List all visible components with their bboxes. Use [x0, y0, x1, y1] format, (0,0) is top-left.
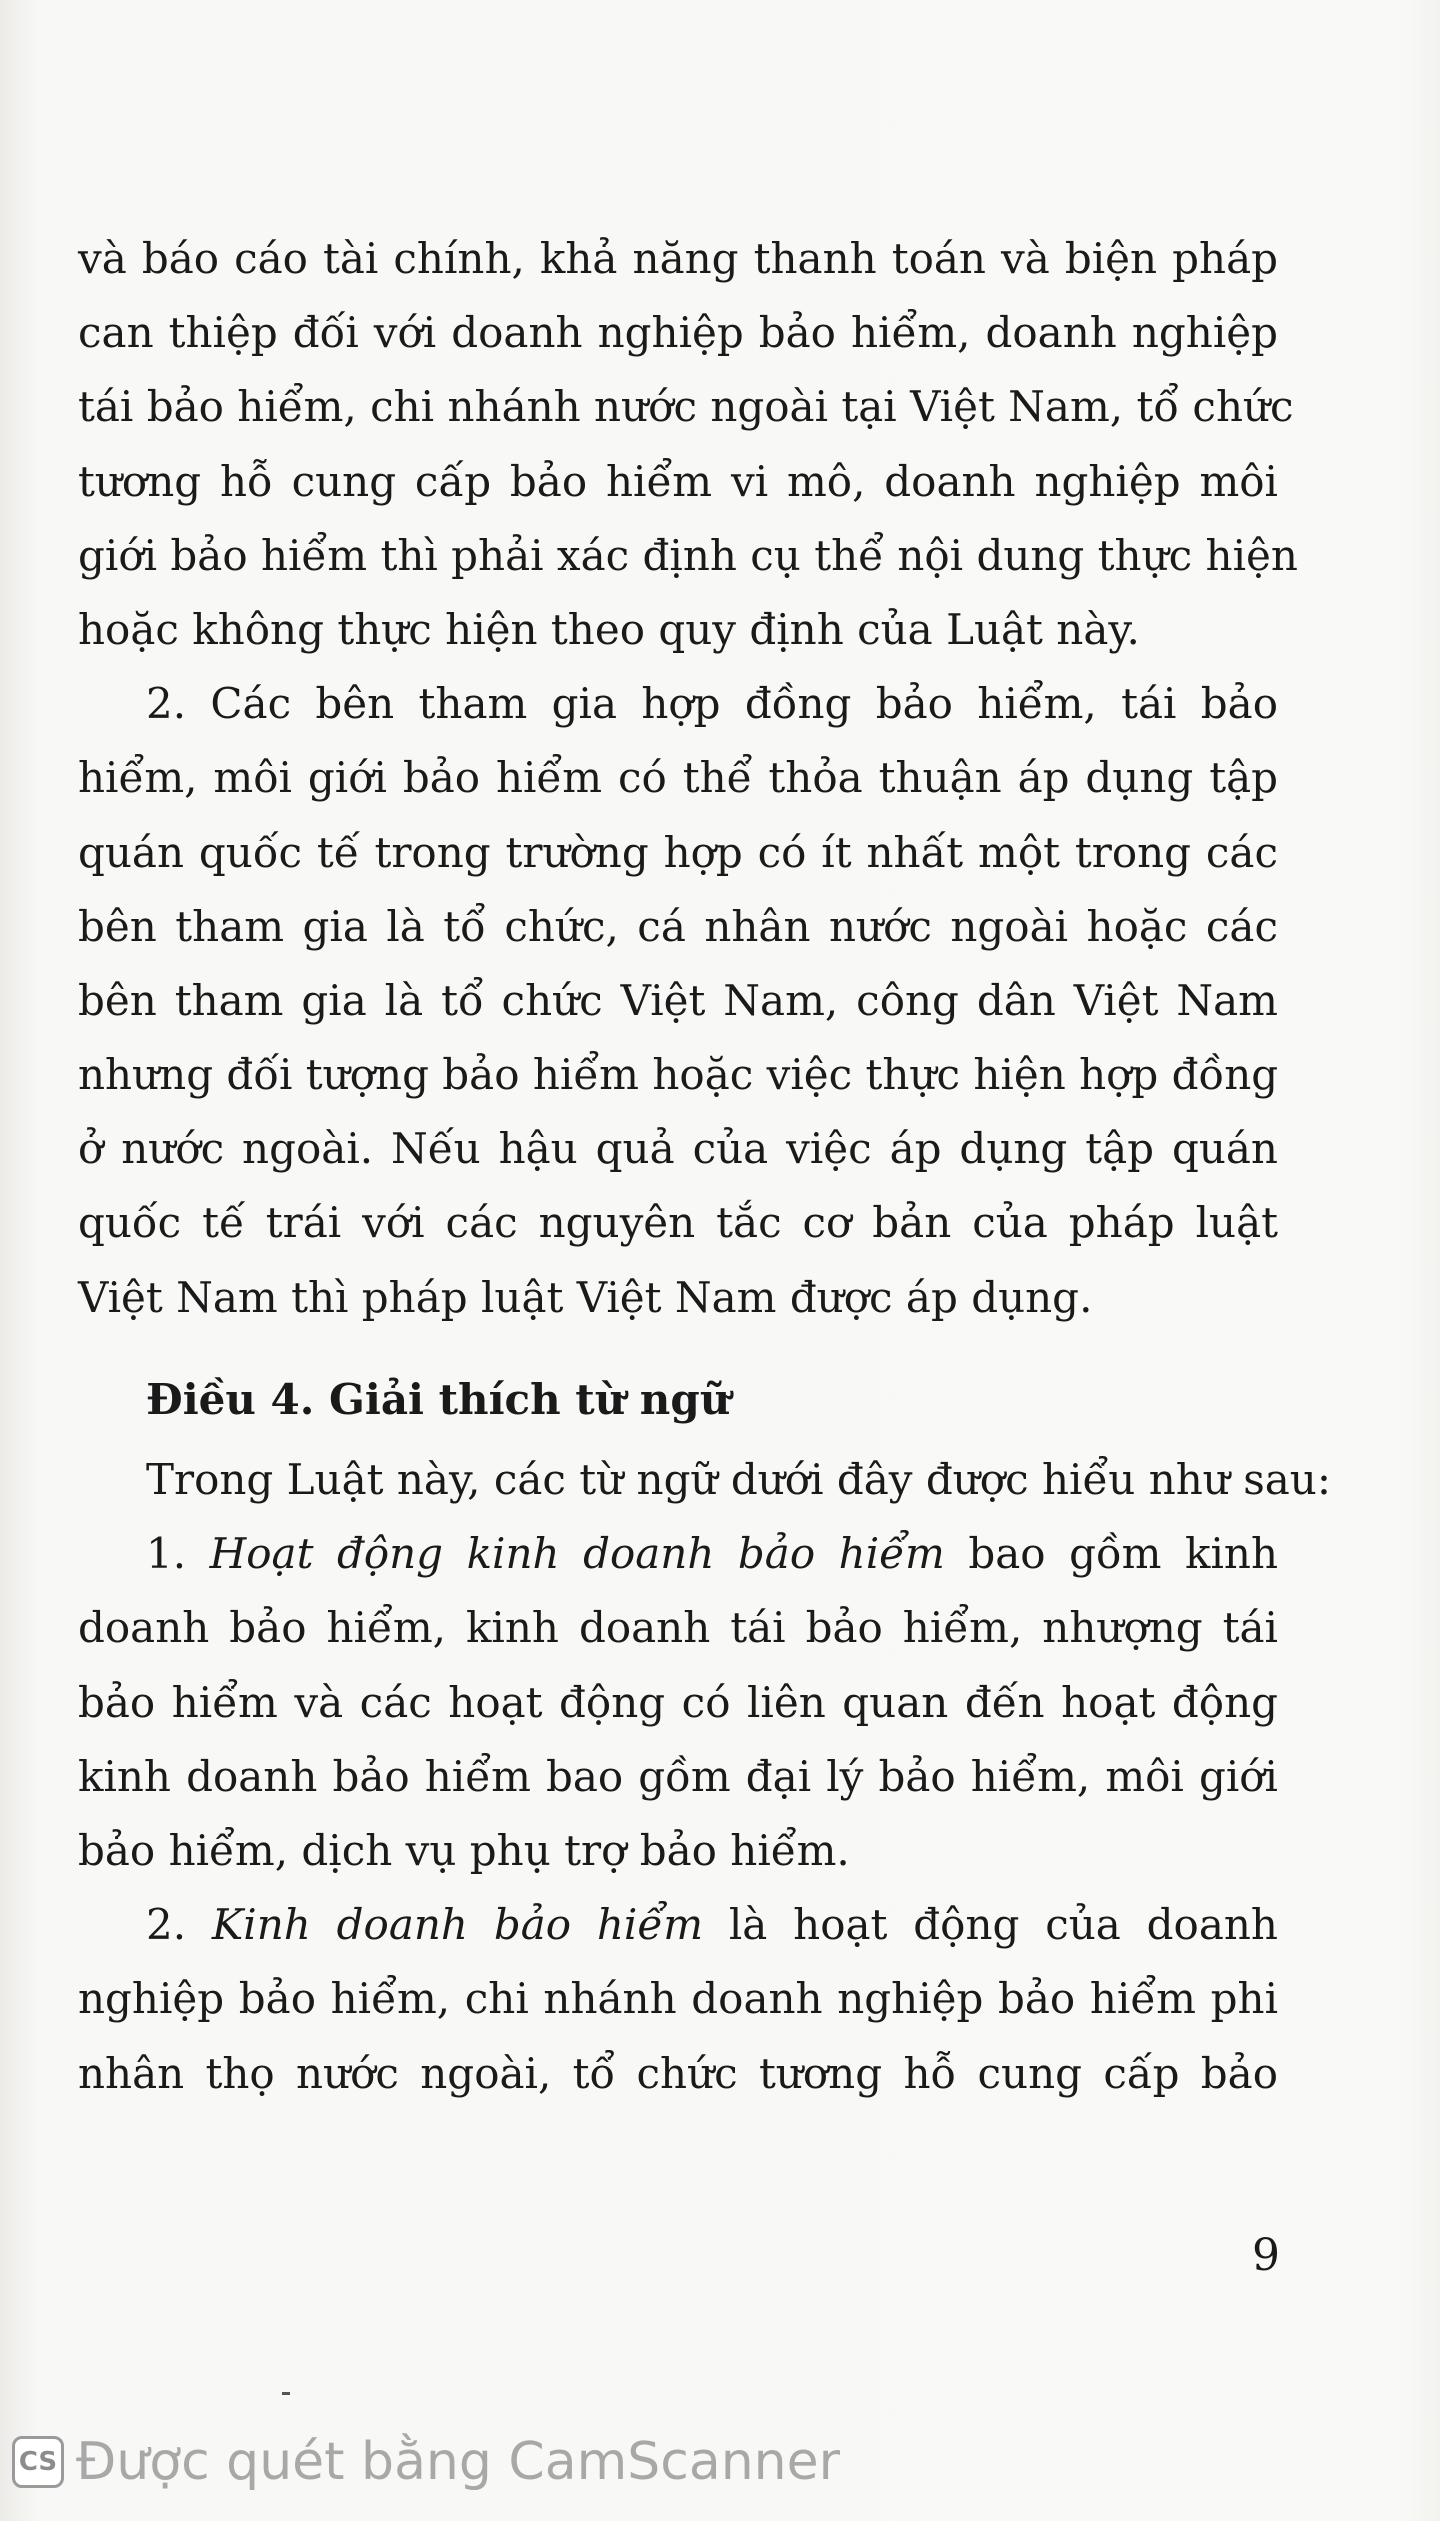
camscanner-logo-icon: CS: [12, 2436, 64, 2488]
text-line: 2. Các bên tham gia hợp đồng bảo hiểm, tái bảo: [146, 679, 1278, 729]
text-line: bên tham gia là tổ chức, cá nhân nước ngoài hoặc các: [78, 901, 1278, 951]
watermark-text: Được quét bằng CamScanner: [76, 2432, 841, 2492]
text-line: kinh doanh bảo hiểm bao gồm đại lý bảo hiểm, môi giới: [78, 1751, 1278, 1801]
text-line: giới bảo hiểm thì phải xác định cụ thể nội dung thực hiện: [78, 530, 1298, 580]
text-line: hoặc không thực hiện theo quy định của Luật này.: [78, 604, 1140, 654]
article-heading: Điều 4. Giải thích từ ngữ: [146, 1374, 731, 1424]
item-number: 2.: [146, 1900, 187, 1950]
text-line: tương hỗ cung cấp bảo hiểm vi mô, doanh nghiệp môi: [78, 456, 1278, 506]
text-line: tái bảo hiểm, chi nhánh nước ngoài tại Việt Nam, tổ chức: [78, 382, 1294, 432]
text-line: doanh bảo hiểm, kinh doanh tái bảo hiểm, nhượng tái: [78, 1603, 1278, 1653]
camscanner-watermark: [12, 2432, 840, 2492]
text-line: nghiệp bảo hiểm, chi nhánh doanh nghiệp bảo hiểm phi: [78, 1974, 1278, 2024]
item-number: 1.: [146, 1529, 187, 1579]
text-line: nhưng đối tượng bảo hiểm hoặc việc thực hiện hợp đồng: [78, 1050, 1279, 1100]
item-text: bao gồm kinh: [968, 1529, 1278, 1579]
text-line: quán quốc tế trong trường hợp có ít nhất một trong các: [78, 827, 1278, 877]
text-line: hiểm, môi giới bảo hiểm có thể thỏa thuận áp dụng tập: [78, 753, 1278, 803]
text-line: Việt Nam thì pháp luật Việt Nam được áp dụng.: [78, 1272, 1093, 1322]
text-line: quốc tế trái với các nguyên tắc cơ bản của pháp luật: [78, 1198, 1278, 1248]
text-line: bảo hiểm và các hoạt động có liên quan đến hoạt động: [78, 1677, 1278, 1727]
text-line: Trong Luật này, các từ ngữ dưới đây được hiểu như sau:: [146, 1455, 1331, 1504]
text-line: nhân thọ nước ngoài, tổ chức tương hỗ cung cấp bảo: [78, 2048, 1278, 2098]
body-text: [78, 222, 1331, 2111]
text-line: bên tham gia là tổ chức Việt Nam, công dân Việt Nam: [78, 975, 1278, 1025]
defined-term: Hoạt động kinh doanh bảo hiểm: [209, 1529, 945, 1579]
item-text: là hoạt động của doanh: [728, 1900, 1278, 1950]
scan-mark: [282, 2392, 290, 2395]
text-line: ở nước ngoài. Nếu hậu quả của việc áp dụng tập quán: [78, 1124, 1278, 1174]
definition-item-1: [78, 1517, 1278, 1591]
defined-term: Kinh doanh bảo hiểm: [211, 1900, 704, 1950]
page-number: 9: [1252, 2230, 1280, 2281]
text-line: can thiệp đối với doanh nghiệp bảo hiểm, doanh nghiệp: [78, 308, 1278, 358]
text-line: và báo cáo tài chính, khả năng thanh toán và biện pháp: [78, 234, 1278, 283]
text-line: bảo hiểm, dịch vụ phụ trợ bảo hiểm.: [78, 1825, 850, 1875]
definition-item-2: [78, 1888, 1278, 1962]
